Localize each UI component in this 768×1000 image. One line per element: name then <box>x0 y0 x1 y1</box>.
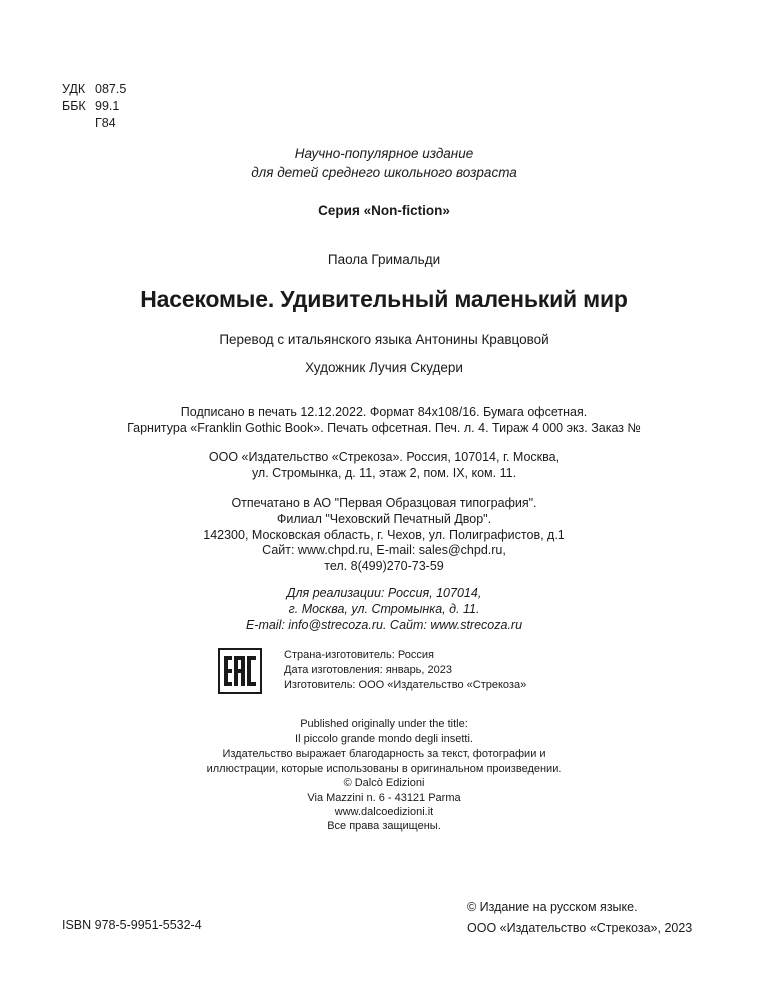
original-line-8: Все права защищены. <box>327 820 441 832</box>
eac-block <box>218 648 526 694</box>
author-code: Г84 <box>95 116 116 130</box>
original-line-2: Il piccolo grande mondo degli insetti. <box>295 733 473 745</box>
sales-line-3: E-mail: info@strecoza.ru. Сайт: www.strecoza.ru <box>245 618 523 632</box>
bbk-label: ББК <box>62 99 86 113</box>
eac-country: Страна-изготовитель: Россия <box>284 649 434 661</box>
series-label: Серия «Non-fiction» <box>318 203 450 218</box>
printer-line-5: тел. 8(499)270-73-59 <box>324 559 444 573</box>
print-info-line-1: Подписано в печать 12.12.2022. Формат 84х108/16. Бумага офсетная. <box>180 405 588 419</box>
publisher-line-2: ул. Стромынка, д. 11, этаж 2, пом. IX, ком. 11. <box>251 466 517 480</box>
translator-line: Перевод с итальянского языка Антонины Кравцовой <box>219 332 549 347</box>
copyright-block <box>467 897 692 939</box>
original-line-3: Издательство выражает благодарность за текст, фотографии и <box>222 748 546 760</box>
sales-line-1: Для реализации: Россия, 107014, <box>286 586 482 600</box>
eac-maker: Изготовитель: ООО «Издательство «Стрекоза» <box>284 679 527 691</box>
illustrator-line: Художник Лучия Скудери <box>305 360 463 375</box>
isbn: ISBN 978-5-9951-5532-4 <box>62 918 202 932</box>
original-line-1: Published originally under the title: <box>300 718 468 730</box>
copyright-line-1: © Издание на русском языке. <box>467 900 638 914</box>
udk-row <box>62 81 126 98</box>
eac-date: Дата изготовления: январь, 2023 <box>284 664 452 676</box>
udk-label: УДК <box>62 82 86 96</box>
original-line-7: www.dalcoedizioni.it <box>334 806 434 818</box>
bbk-row <box>62 98 126 115</box>
eac-mark-icon <box>218 648 262 694</box>
printer-line-3: 142300, Московская область, г. Чехов, ул. Полиграфистов, д.1 <box>203 528 565 542</box>
original-line-6: Via Mazzini n. 6 - 43121 Parma <box>307 792 461 804</box>
original-line-4: иллюстрации, которые использованы в оригинальном произведении. <box>206 763 562 775</box>
original-line-5: © Dalcò Edizioni <box>343 777 425 789</box>
publisher-line-1: ООО «Издательство «Стрекоза». Россия, 107014, г. Москва, <box>208 450 560 464</box>
sales-line-2: г. Москва, ул. Стромынка, д. 11. <box>288 602 480 616</box>
eac-info <box>284 648 526 694</box>
code-row <box>62 115 126 132</box>
bbk-value: 99.1 <box>95 99 120 113</box>
author-name: Паола Гримальди <box>327 252 441 267</box>
copyright-line-2: ООО «Издательство «Стрекоза», 2023 <box>467 921 693 935</box>
printer-line-2: Филиал "Чеховский Печатный Двор". <box>276 512 492 526</box>
book-title: Насекомые. Удивительный маленький мир <box>140 286 628 312</box>
genre-line-2: для детей среднего школьного возраста <box>251 165 517 180</box>
printer-line-4: Сайт: www.chpd.ru, E-mail: sales@chpd.ru, <box>262 543 506 557</box>
printer-line-1: Отпечатано в АО "Первая Образцовая типография". <box>231 496 537 510</box>
udk-value: 087.5 <box>95 82 127 96</box>
print-info-line-2: Гарнитура «Franklin Gothic Book». Печать офсетная. Печ. л. 4. Тираж 4 000 экз. Заказ № <box>127 421 641 435</box>
classification-block <box>62 81 126 132</box>
genre-line-1: Научно-популярное издание <box>294 146 474 161</box>
